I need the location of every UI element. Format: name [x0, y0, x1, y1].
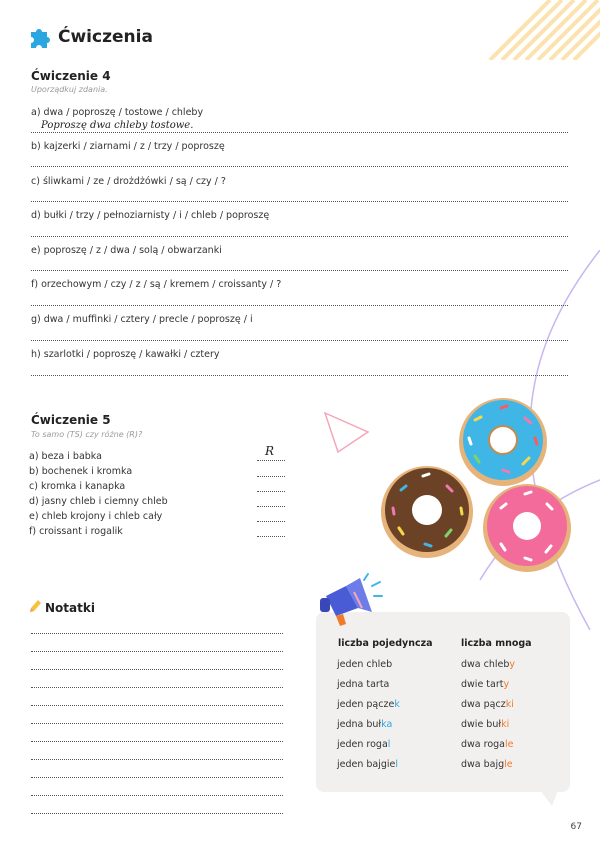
answer-line[interactable] [31, 201, 568, 202]
notes-line[interactable] [31, 669, 283, 670]
answer-line[interactable] [257, 491, 285, 492]
exercise-5-item-e: e) chleb krojony i chleb cały [29, 511, 163, 522]
card-tail [540, 790, 560, 808]
donuts-illustration [375, 390, 580, 575]
answer-line[interactable] [257, 506, 285, 507]
answer-line[interactable] [31, 375, 568, 376]
page-number: 67 [570, 822, 582, 832]
exercise-4-item-d: d) bułki / trzy / pełnoziarnisty / i / chleb / poproszę [31, 210, 270, 221]
exercise-4-item-g: g) dwa / muffinki / cztery / precle / poproszę / i [31, 314, 253, 325]
plural-header: liczba mnoga [461, 638, 532, 649]
answer-line[interactable] [257, 476, 285, 477]
answer-line[interactable] [31, 340, 568, 341]
notes-line[interactable] [31, 813, 283, 814]
singular-form: jedna bułka [337, 719, 393, 730]
exercise-4-instruction: Uporządkuj zdania. [31, 85, 108, 94]
exercise-5-item-a: a) beza i babka [29, 451, 102, 462]
singular-form: jeden bajgiel [337, 759, 399, 770]
answer-line[interactable] [31, 132, 568, 133]
decorative-triangle [322, 408, 372, 456]
plural-form: dwie bułki [461, 719, 510, 730]
exercise-4-item-e: e) poproszę / z / dwa / solą / obwarzanki [31, 245, 222, 256]
exercise-5-item-d: d) jasny chleb i ciemny chleb [29, 496, 168, 507]
notes-title: Notatki [45, 601, 95, 615]
singular-form: jedna tarta [337, 679, 390, 690]
exercise-5-title: Ćwiczenie 5 [31, 413, 111, 427]
answer-line[interactable] [257, 536, 285, 537]
exercise-4-item-h: h) szarlotki / poproszę / kawałki / cztery [31, 349, 220, 360]
notes-line[interactable] [31, 723, 283, 724]
exercise-4-item-f: f) orzechowym / czy / z / są / kremem / croissanty / ? [31, 279, 282, 290]
chocolate-donut [381, 466, 473, 558]
answer-line[interactable] [257, 460, 285, 461]
notes-line[interactable] [31, 687, 283, 688]
answer-line[interactable] [257, 521, 285, 522]
exercise-5-item-b: b) bochenek i kromka [29, 466, 133, 477]
blue-donut [459, 398, 547, 486]
plural-form: dwa pączki [461, 699, 514, 710]
pencil-icon [28, 598, 42, 614]
notes-line[interactable] [31, 795, 283, 796]
exercise-4-item-a: a) dwa / poproszę / tostowe / chleby [31, 107, 204, 118]
exercise-4-example-answer: Poproszę dwa chleby tostowe. [41, 120, 194, 131]
answer-line[interactable] [31, 305, 568, 306]
notes-line[interactable] [31, 633, 283, 634]
plural-form: dwa bajgle [461, 759, 513, 770]
exercise-5-instruction: To samo (TS) czy różne (R)? [31, 430, 143, 439]
answer-line[interactable] [31, 270, 568, 271]
singular-header: liczba pojedyncza [338, 638, 433, 649]
notes-line[interactable] [31, 651, 283, 652]
plural-form: dwie tarty [461, 679, 510, 690]
singular-form: jeden pączek [337, 699, 400, 710]
megaphone-icon [316, 572, 386, 628]
exercise-4-title: Ćwiczenie 4 [31, 69, 111, 83]
decorative-stripes [470, 0, 600, 60]
pink-donut [483, 484, 571, 572]
puzzle-icon [28, 26, 52, 50]
exercise-5-item-f: f) croissant i rogalik [29, 526, 123, 537]
answer-line[interactable] [31, 166, 568, 167]
exercise-5-item-c: c) kromka i kanapka [29, 481, 126, 492]
singular-form: jeden rogal [337, 739, 391, 750]
plural-form: dwa rogale [461, 739, 514, 750]
exercise-4-item-b: b) kajzerki / ziarnami / z / trzy / poproszę [31, 141, 225, 152]
singular-form: jeden chleb [337, 659, 393, 670]
exercise-5-example-answer: R [265, 444, 275, 458]
notes-line[interactable] [31, 759, 283, 760]
plural-form: dwa chleby [461, 659, 516, 670]
notes-line[interactable] [31, 741, 283, 742]
exercise-4-item-c: c) śliwkami / ze / drożdżówki / są / czy / ? [31, 176, 226, 187]
answer-line[interactable] [31, 236, 568, 237]
notes-line[interactable] [31, 705, 283, 706]
page-title: Ćwiczenia [58, 27, 153, 47]
notes-line[interactable] [31, 777, 283, 778]
